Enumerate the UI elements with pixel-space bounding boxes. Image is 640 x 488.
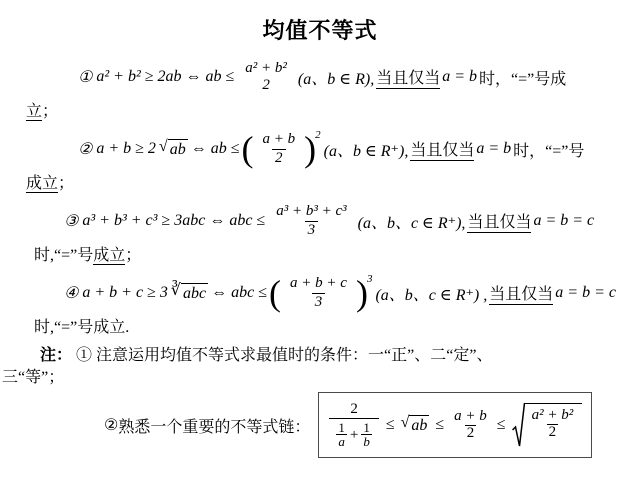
le-sign: ≤ xyxy=(435,416,445,433)
fraction-denominator: 2 xyxy=(548,423,557,440)
radical-sign-icon: √ xyxy=(158,138,168,156)
item-1-number: ① xyxy=(78,69,93,86)
item-3-equality-condition: a = b = c xyxy=(533,212,595,229)
fraction-denominator: 2 xyxy=(466,424,475,441)
item-1-tail-text: 时，“=”号成 xyxy=(479,70,567,88)
fraction-numerator: 1 xyxy=(338,419,345,435)
item-1-wrap-underlined: 立 xyxy=(26,103,43,120)
item-1-lhs: a² + b² ≥ 2ab ⇔ ab ≤ xyxy=(96,68,235,85)
item-1-domain: (a、b ∈ R), xyxy=(297,70,375,88)
radicand: ab xyxy=(411,417,428,435)
item-2-equality-condition: a = b xyxy=(476,140,512,157)
radical-sign-icon: √ xyxy=(400,414,410,432)
quadratic-mean-root xyxy=(512,402,583,448)
item-3-fraction xyxy=(271,203,351,239)
item-4-wrap-text: 时,“=”号成立. xyxy=(34,319,130,336)
fraction-numerator: a + b xyxy=(262,131,296,148)
item-1-wrap-punct: ； xyxy=(42,103,59,120)
cube-radical-sign-icon: ∛ xyxy=(170,282,182,300)
harmonic-mean-fraction xyxy=(329,401,378,449)
note-2-text: 熟悉一个重要的不等式链： xyxy=(118,418,311,436)
item-2-lhs: a + b ≥ 2 xyxy=(96,140,156,157)
formula-item-4 xyxy=(0,270,640,316)
geometric-mean-root xyxy=(401,414,430,435)
item-2-wrap-underlined: 成立 xyxy=(26,175,59,192)
open-paren: ( xyxy=(269,272,282,313)
item-3-number: ③ xyxy=(64,213,79,230)
fraction-numerator: a + b xyxy=(454,407,487,424)
item-3-iff-phrase: 当且仅当 xyxy=(467,209,531,233)
fraction-denominator: 2 xyxy=(272,149,286,167)
one-over-a-fraction xyxy=(334,421,349,449)
plus-sign: + xyxy=(349,426,359,443)
fraction-denominator: 3 xyxy=(312,293,326,311)
item-2-number: ② xyxy=(78,141,93,158)
item-1-equality-condition: a = b xyxy=(442,68,478,85)
le-sign: ≤ xyxy=(385,416,395,433)
exponent: 2 xyxy=(315,129,321,141)
fraction-numerator: a² + b² xyxy=(245,59,287,76)
item-4-fraction xyxy=(285,275,352,311)
mean-square-fraction xyxy=(528,408,578,441)
close-paren: ) xyxy=(304,128,317,169)
arithmetic-mean-fraction xyxy=(450,409,491,442)
item-4-iff-phrase: 当且仅当 xyxy=(489,281,553,305)
item-2-mid: ⇔ ab ≤ xyxy=(190,140,240,157)
item-4-domain: (a、b、c ∈ R⁺) , xyxy=(375,286,488,304)
cube-root xyxy=(171,282,208,303)
item-1-fraction xyxy=(240,60,292,95)
fraction-denominator: 2 xyxy=(262,77,270,93)
close-paren: ) xyxy=(355,272,368,313)
fraction-numerator: a³ + b³ + c³ xyxy=(276,203,347,220)
fraction-numerator: 2 xyxy=(350,401,358,418)
inequality-chain-box xyxy=(318,392,592,458)
radicand: abc xyxy=(183,285,207,303)
formula-item-3 xyxy=(0,198,640,244)
fraction-denominator xyxy=(329,418,378,449)
formula-item-3-wrap-line xyxy=(0,246,640,266)
note-1-line-2 xyxy=(0,368,640,388)
fraction-denominator: a xyxy=(338,434,345,450)
one-over-b-fraction xyxy=(359,421,374,449)
fraction-denominator: b xyxy=(363,434,370,450)
item-3-wrap-underlined: 成立 xyxy=(93,247,126,264)
fraction-numerator: a + b + c xyxy=(290,275,347,292)
note-1-text: 注意运用均值不等式求最值时的条件：一“正”、二“定”、 xyxy=(92,347,493,364)
note-label: 注： xyxy=(40,347,73,364)
note-1-text-wrap: 三“等”； xyxy=(2,369,65,386)
radicand xyxy=(525,403,583,441)
page-title: 均值不等式 xyxy=(262,18,378,43)
item-4-lhs: a + b + c ≥ 3 xyxy=(82,284,168,301)
fraction-numerator: 1 xyxy=(363,419,370,435)
item-4-number: ④ xyxy=(64,285,79,302)
le-sign: ≤ xyxy=(496,416,506,433)
item-4-mid: ⇔ abc ≤ xyxy=(211,284,268,301)
item-4-equality-condition: a = b = c xyxy=(555,284,616,301)
item-2-tail-text: 时，“=”号 xyxy=(513,142,585,160)
item-2-wrap-punct: ； xyxy=(58,175,75,192)
note-1-number: ① xyxy=(76,347,93,364)
fraction-numerator: a² + b² xyxy=(531,407,574,423)
item-3-lhs: a³ + b³ + c³ ≥ 3abc ⇔ abc ≤ xyxy=(82,212,266,229)
note-1-line-1 xyxy=(0,346,640,366)
item-3-wrap-pre: 时,“=”号 xyxy=(34,247,94,264)
radical-sign-icon xyxy=(512,402,525,448)
formula-item-4-wrap-line xyxy=(0,318,640,338)
fraction-denominator: 3 xyxy=(305,221,319,239)
open-paren: ( xyxy=(241,128,254,169)
formula-item-1 xyxy=(0,54,640,100)
note-2-number: ② xyxy=(104,417,119,434)
item-2-iff-phrase: 当且仅当 xyxy=(410,137,474,161)
exponent: 3 xyxy=(366,273,373,285)
note-2-row xyxy=(0,392,640,458)
item-2-fraction xyxy=(257,131,300,167)
item-1-iff-phrase: 当且仅当 xyxy=(376,65,440,89)
formula-item-2 xyxy=(0,126,640,172)
radicand: ab xyxy=(169,141,186,159)
item-2-domain: (a、b ∈ R⁺), xyxy=(323,142,409,160)
square-root xyxy=(159,138,188,159)
formula-item-1-wrap-line xyxy=(0,102,640,122)
item-3-domain: (a、b、c ∈ R⁺), xyxy=(357,214,466,232)
item-3-wrap-punct: ； xyxy=(125,247,142,264)
formula-item-2-wrap-line xyxy=(0,174,640,194)
